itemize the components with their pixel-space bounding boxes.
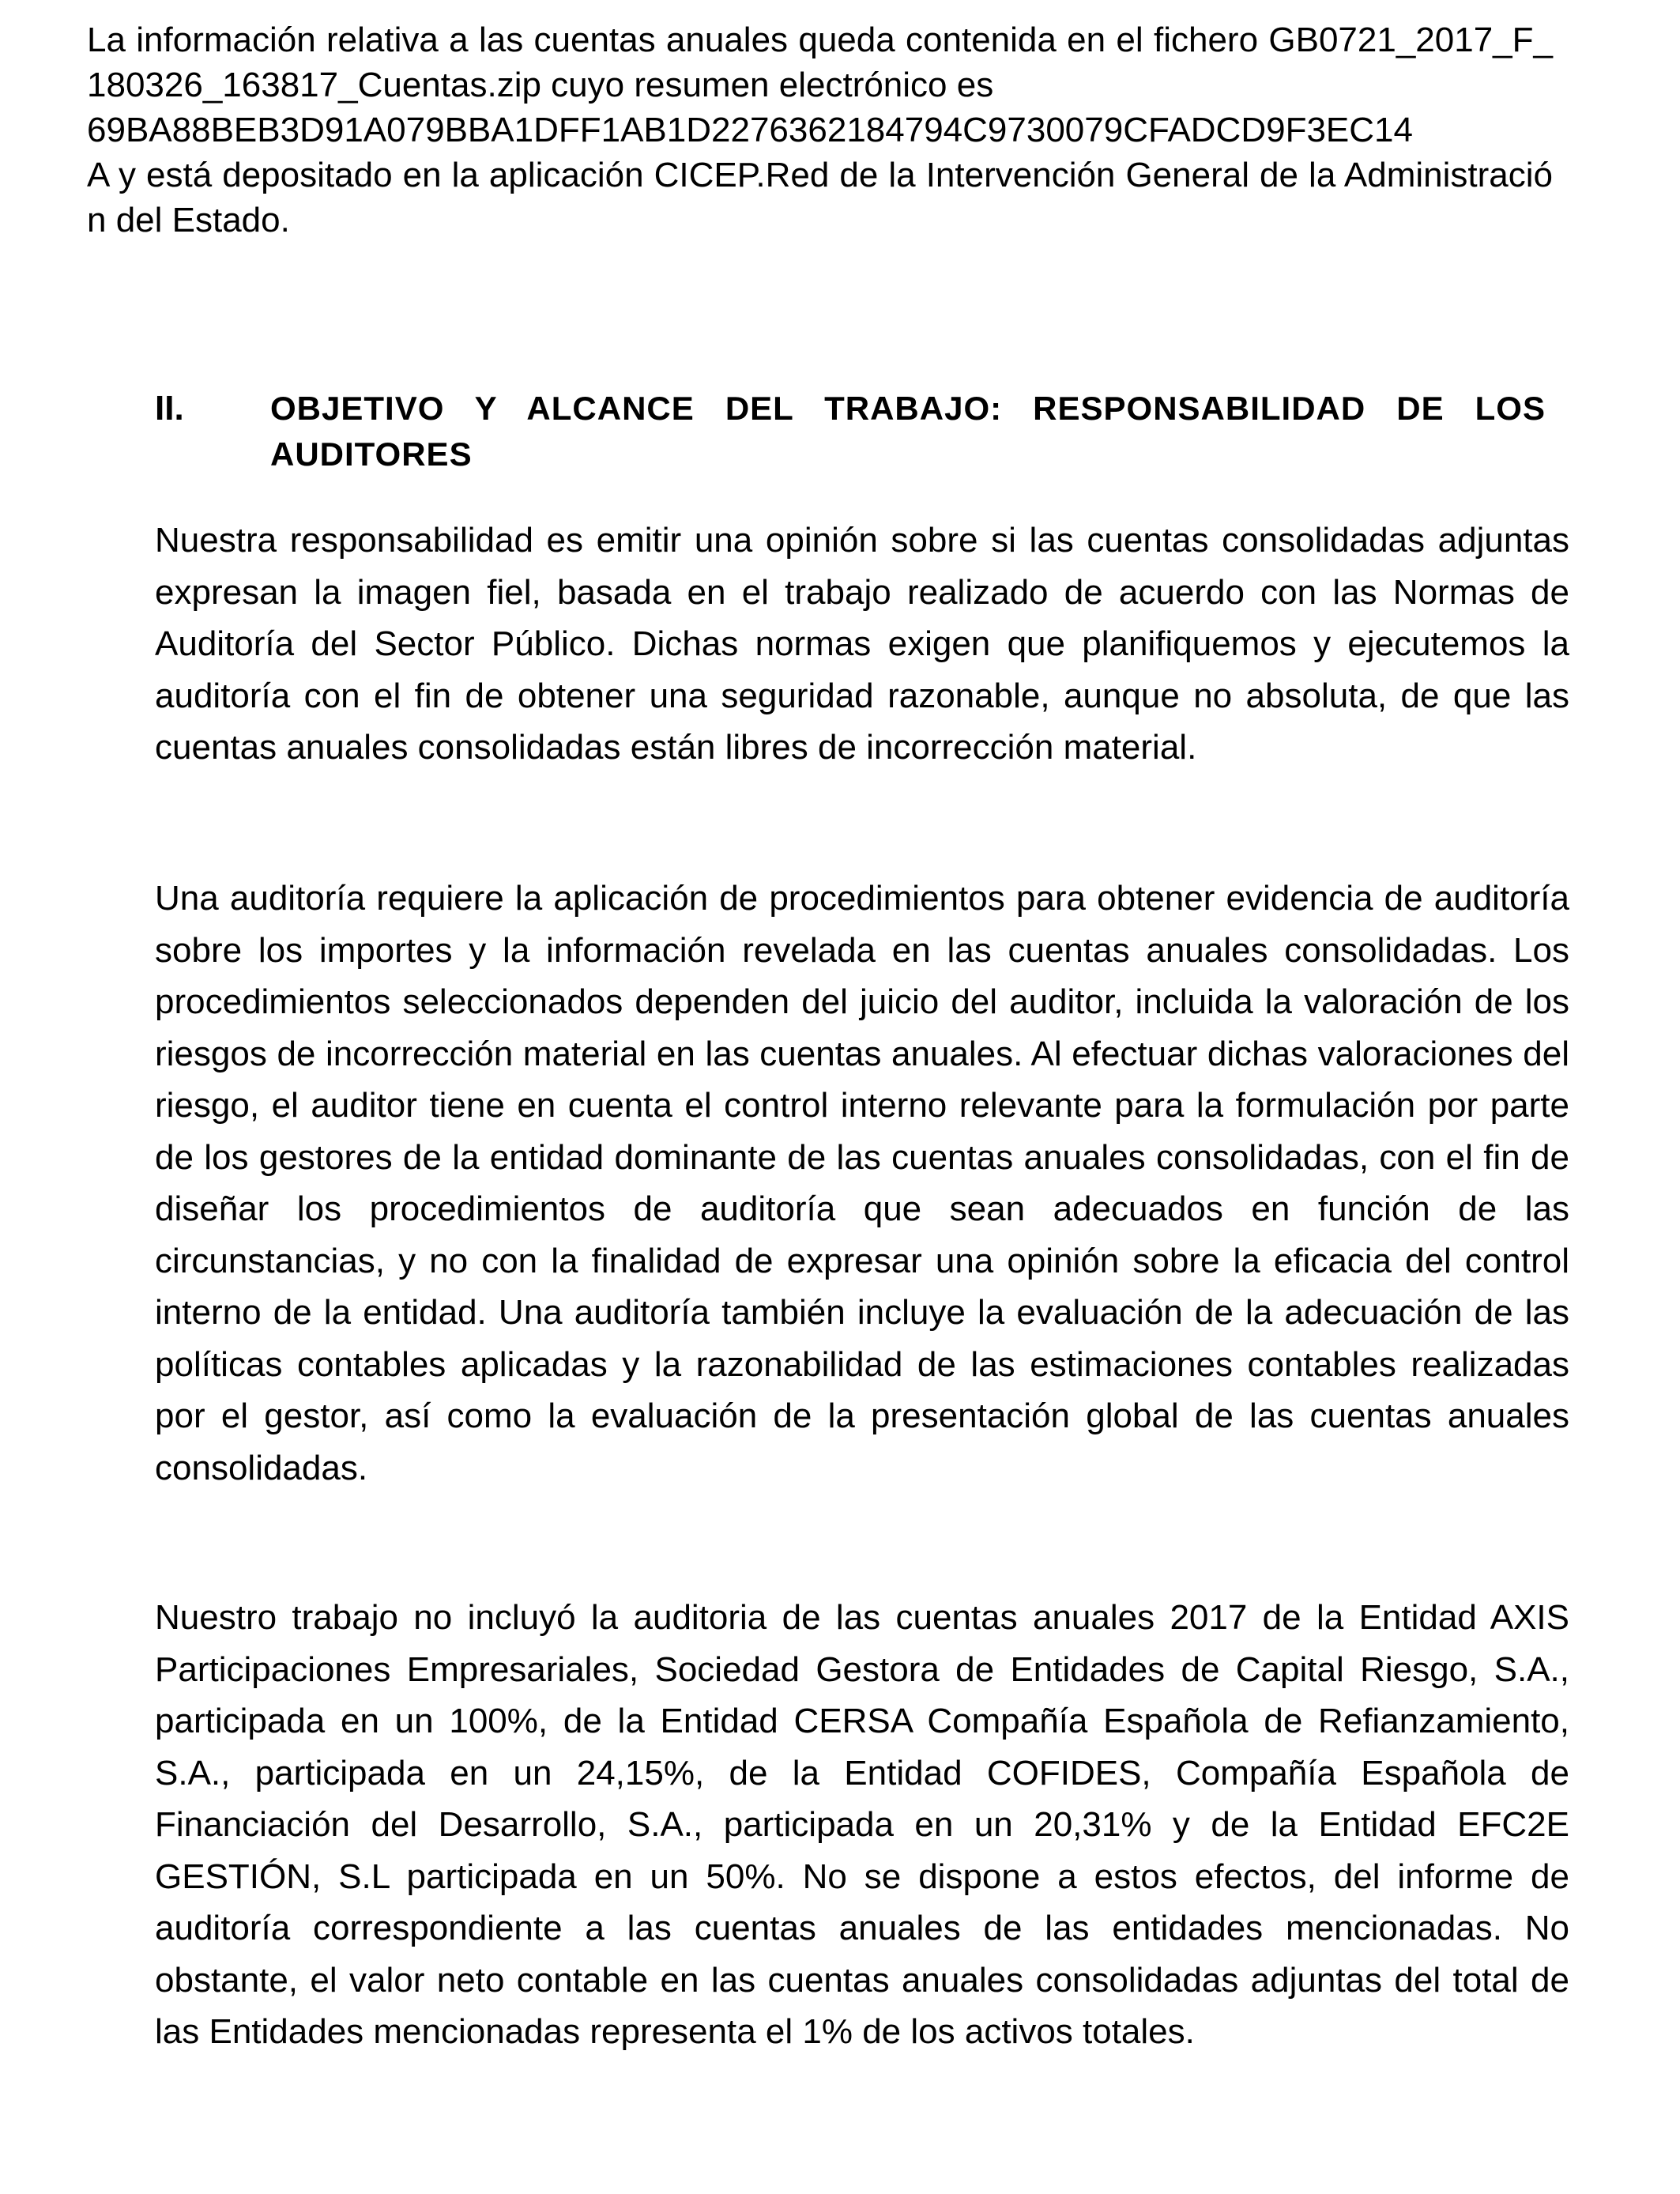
paragraph-responsibility: Nuestra responsabilidad es emitir una opinión sobre si las cuentas consolidadas adjuntas expresan la imagen fiel, basada en el trabajo realizado de acuerdo con las Normas de Auditoría del Sector Público. Dichas normas exigen que planifiquemos y ejecutemos la auditoría con el fin de obtener una seguridad razonable, aunque no absoluta, de que las cuentas anuales consolidadas están libres de incorrección material. — [155, 521, 1569, 767]
intro-text-continued: A y está depositado en la aplicación CICEP.Red de la Intervención General de la Administración del Estado. — [87, 156, 1553, 239]
paragraph-scope-limitation: Nuestro trabajo no incluyó la auditoria de las cuentas anuales 2017 de la Entidad AXIS Participaciones Empresariales, Sociedad Gestora de Entidades de Capital Riesgo, S.A., participada en un 100%, de la Entidad CERSA Compañía Española de Refianzamiento, S.A., participada en un 24,15%, de la Entidad COFIDES, Compañía Española de Financiación del Desarrollo, S.A., participada en un 20,31% y de la Entidad EFC2E GESTIÓN, S.L participada en un 50%. No se dispone a estos efectos, del informe de auditoría correspondiente a las cuentas anuales de las entidades mencionadas. No obstante, el valor neto contable en las cuentas anuales consolidadas adjuntas del total de las Entidades mencionadas representa el 1% de los activos totales. — [155, 1598, 1569, 2051]
intro-paragraph — [87, 17, 1553, 243]
section-number: II. — [155, 389, 184, 428]
section-heading — [155, 386, 1546, 477]
paragraph-procedures: Una auditoría requiere la aplicación de procedimientos para obtener evidencia de auditoría sobre los importes y la información revelada en las cuentas anuales consolidadas. Los procedimientos seleccionados dependen del juicio del auditor, incluida la valoración de los riesgos de incorrección material en las cuentas anuales. Al efectuar dichas valoraciones del riesgo, el auditor tiene en cuenta el control interno relevante para la formulación por parte de los gestores de la entidad dominante de las cuentas anuales consolidadas, con el fin de diseñar los procedimientos de auditoría que sean adecuados en función de las circunstancias, y no con la finalidad de expresar una opinión sobre la eficacia del control interno de la entidad. Una auditoría también incluye la evaluación de la adecuación de las políticas contables aplicadas y la razonabilidad de las estimaciones contables realizadas por el gestor, así como la evaluación de la presentación global de las cuentas anuales consolidadas. — [155, 879, 1569, 1487]
section-title: OBJETIVO Y ALCANCE DEL TRABAJO: RESPONSABILIDAD DE LOS AUDITORES — [270, 390, 1546, 473]
electronic-hash: 69BA88BEB3D91A079BBA1DFF1AB1D2276362184794C9730079CFADCD9F3EC14 — [87, 111, 1413, 149]
intro-text: La información relativa a las cuentas anuales queda contenida en el fichero GB0721_2017_F_180326_163817_Cuentas.zip cuyo resumen electrónico es — [87, 21, 1553, 104]
